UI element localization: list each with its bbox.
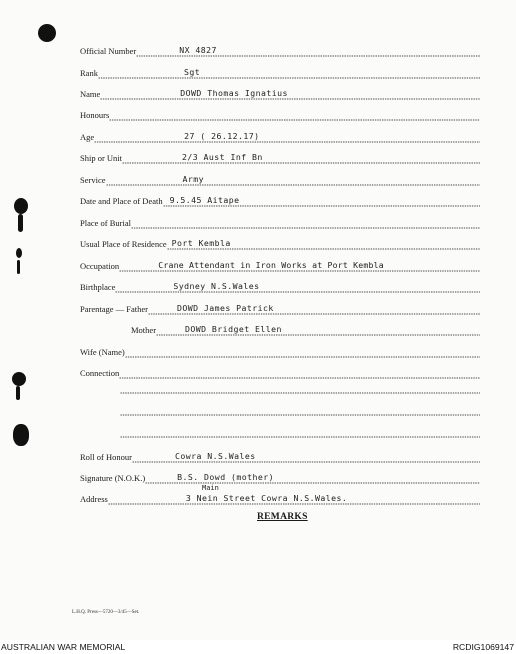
- field-value: 3 Nein Street Cowra N.S.Wales.: [185, 493, 348, 503]
- footer-institution: AUSTRALIAN WAR MEMORIAL: [1, 642, 126, 652]
- field-label: Mother: [131, 325, 157, 335]
- field-ship-or-unit: [80, 150, 480, 164]
- field-value: Sgt: [183, 67, 201, 77]
- field-occupation: [80, 258, 480, 272]
- dotted-leader: [98, 67, 480, 79]
- field-value: Cowra N.S.Wales: [174, 451, 256, 461]
- field-value: B.S. Dowd (mother): [177, 472, 274, 482]
- field-burial: [80, 215, 480, 229]
- field-label: Address: [80, 494, 108, 504]
- field-official-number: [80, 43, 480, 57]
- dotted-leader: [100, 88, 480, 100]
- field-signature: [80, 470, 480, 484]
- field-roll-of-honour: [80, 449, 480, 463]
- field-label: Name: [80, 89, 101, 99]
- punch-hole: [16, 386, 20, 400]
- dotted-leader: [106, 174, 481, 186]
- field-honours: [80, 107, 480, 121]
- field-label: Honours: [80, 110, 110, 120]
- dotted-leader: [131, 217, 480, 229]
- field-address: [80, 491, 480, 505]
- field-connection: [80, 365, 480, 379]
- field-label: Birthplace: [80, 282, 116, 292]
- field-value: Crane Attendant in Iron Works at Port Kembla: [158, 260, 384, 270]
- dotted-leader: [136, 45, 480, 57]
- field-label: Usual Place of Residence: [80, 239, 167, 249]
- field-name: [80, 86, 480, 100]
- archive-footer: [0, 640, 516, 654]
- field-label: Service: [80, 175, 106, 185]
- dotted-leader: [132, 451, 480, 463]
- field-label: Signature (N.O.K.): [80, 473, 146, 483]
- dotted-leader: [115, 281, 480, 293]
- field-value: DOWD Thomas Ignatius: [180, 88, 288, 98]
- punch-hole: [12, 372, 26, 386]
- field-value: DOWD James Patrick: [176, 303, 274, 313]
- field-label: Date and Place of Death: [80, 196, 163, 206]
- punch-hole: [18, 214, 23, 232]
- field-service: [80, 172, 480, 186]
- field-label: Ship or Unit: [80, 153, 123, 163]
- punch-hole: [13, 424, 29, 446]
- remarks-heading: REMARKS: [257, 512, 308, 522]
- dotted-leader: [119, 367, 480, 379]
- dotted-leader: [109, 109, 480, 121]
- connection-continuation-line: [120, 388, 480, 394]
- footer-record-id: RCDIG1069147: [452, 642, 514, 652]
- dotted-leader: [125, 346, 480, 358]
- field-label: Rank: [80, 68, 98, 78]
- dotted-leader: [167, 238, 480, 250]
- field-value: DOWD Bridget Ellen: [185, 324, 282, 334]
- dotted-leader: [119, 260, 480, 272]
- field-rank: [80, 65, 480, 79]
- field-value: Sydney N.S.Wales: [173, 281, 260, 291]
- field-label: Occupation: [80, 261, 120, 271]
- address-handwritten-annotation: Main: [202, 484, 219, 492]
- field-label: Parentage — Father: [80, 304, 148, 314]
- dotted-leader: [94, 131, 480, 143]
- field-wife: [80, 344, 480, 358]
- dotted-leader: [122, 152, 480, 164]
- field-value: 2/3 Aust Inf Bn: [182, 152, 263, 162]
- dotted-leader: [156, 324, 480, 336]
- field-label: Place of Burial: [80, 218, 131, 228]
- field-age: [80, 129, 480, 143]
- field-label: Connection: [80, 368, 120, 378]
- connection-continuation-line: [120, 432, 480, 438]
- dotted-leader: [145, 472, 480, 484]
- punch-hole: [38, 24, 56, 42]
- punch-hole: [16, 248, 22, 258]
- field-label: Age: [80, 132, 95, 142]
- field-birthplace: [80, 279, 480, 293]
- punch-hole: [17, 260, 20, 274]
- field-value: 9.5.45 Aitape: [169, 195, 240, 205]
- field-value: Army: [182, 174, 205, 184]
- dotted-leader: [148, 303, 480, 315]
- field-value: 27 ( 26.12.17): [184, 131, 260, 141]
- dotted-leader: [163, 195, 480, 207]
- field-mother: [131, 322, 480, 336]
- field-residence: [80, 236, 480, 250]
- field-father: [80, 301, 480, 315]
- field-label: Wife (Name): [80, 347, 125, 357]
- field-label: Roll of Honour: [80, 452, 132, 462]
- field-value: Port Kembla: [171, 238, 231, 248]
- dotted-leader: [108, 493, 480, 505]
- field-label: Official Number: [80, 46, 137, 56]
- connection-continuation-line: [120, 410, 480, 416]
- field-value: NX 4827: [179, 45, 217, 55]
- printer-imprint: L.H.Q. Press—5720—3/45—Set.: [72, 610, 140, 615]
- field-death: [80, 193, 480, 207]
- punch-hole: [14, 198, 28, 214]
